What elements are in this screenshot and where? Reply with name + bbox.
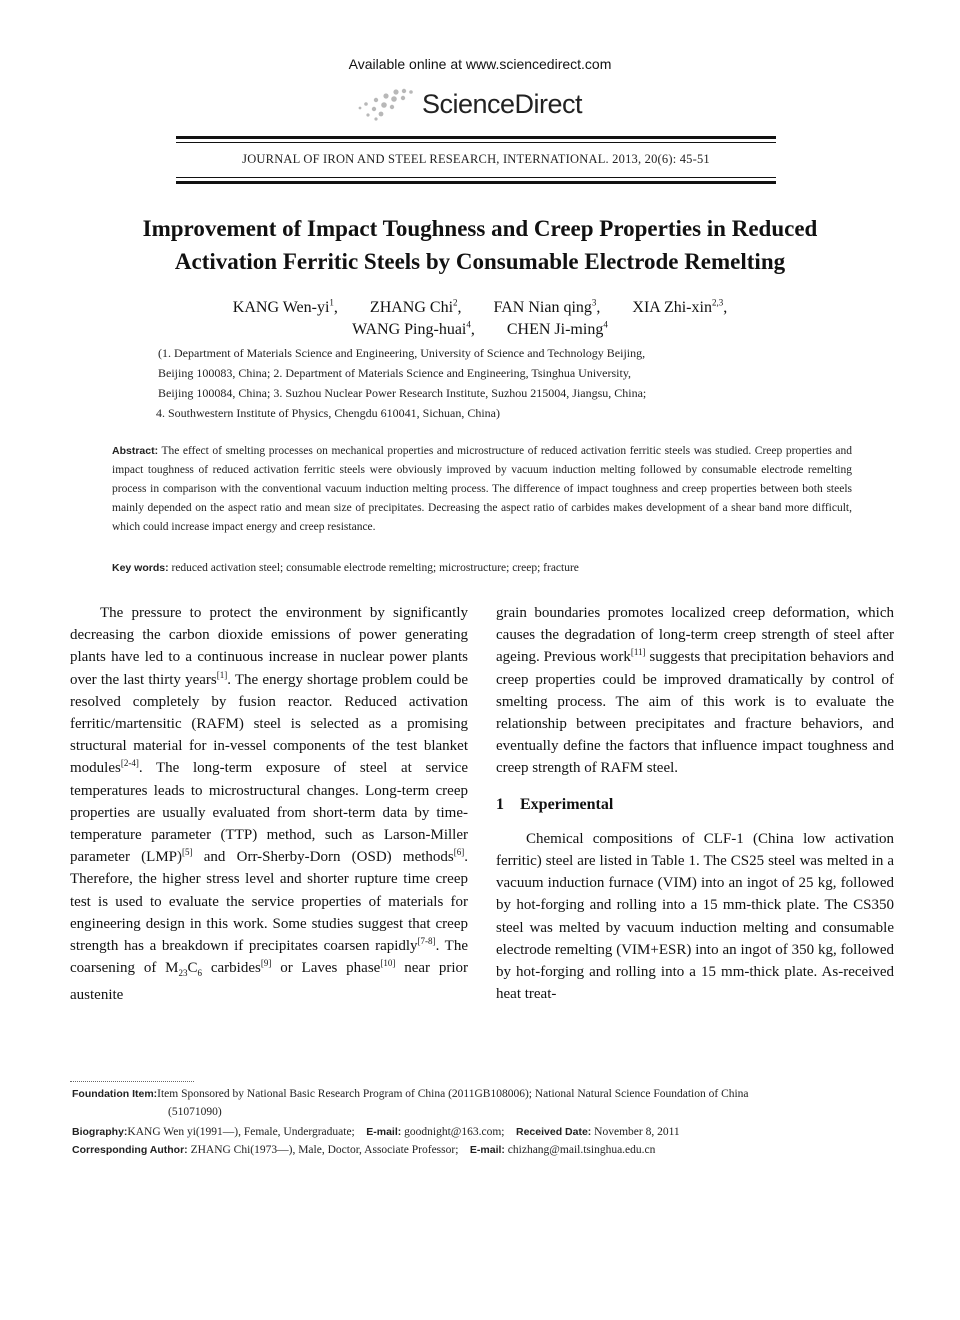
author: ZHANG Chi$^2$, — [369, 298, 462, 317]
author-name: XIA Zhi-xin — [632, 299, 712, 317]
affiliation-line: (1. Department of Materials Science and Engineering, University of Science and Technology Beijing, — [158, 346, 646, 360]
author: KANG Wen-$yi^1$, — [232, 298, 338, 317]
footnote-foundation — [72, 1085, 892, 1104]
keywords-label: Key words: — [112, 562, 169, 574]
author-name: FAN Nian qing — [493, 299, 592, 317]
sciencedirect-wordmark: ScienceDirect — [422, 88, 583, 119]
header-rule-bottom-thin — [176, 177, 776, 178]
body-column-right — [496, 602, 894, 1005]
author-affil-mark: 2 — [453, 298, 458, 308]
footnote-text: Item Sponsored by National Basic Research Program of China (2011GB108006); National Natural Science Foundation of China — [157, 1088, 749, 1100]
footnote-email: chizhang@mail.tsinghua.edu.cn — [507, 1144, 656, 1156]
abstract-label: Abstract: — [112, 445, 159, 457]
article-title — [60, 212, 900, 278]
body-text: C — [187, 960, 198, 977]
author-list-line2 — [80, 320, 880, 339]
author-affil-mark: 4 — [466, 320, 471, 330]
citation-ref: [5] — [182, 847, 193, 858]
affiliation-line: Beijing 100084, China; 3. Suzhou Nuclear Power Research Institute, Suzhou 215004, Jiangsu, China; — [158, 386, 647, 400]
author-affil-mark: 1 — [329, 298, 334, 308]
footnote-email: goodnight@163.com; — [404, 1126, 505, 1138]
title-line: Activation Ferritic Steels by Consumable Electrode Remelting — [174, 249, 786, 274]
body-text: . The long-term exposure of steel at service temperatures leads to microstructural changes. Long-term creep properties are usually evaluated from short-term data by time-temperature parameter (TTP) method, such as Larson-Miller parameter (LMP) — [70, 760, 468, 866]
author-list-line1 — [80, 298, 880, 317]
footnote-text: ZHANG Chi(1973—), Male, Doctor, Associate Professor; — [190, 1144, 459, 1156]
body-text: . The coarsening of M — [70, 938, 468, 977]
footnote-label: Foundation Item: — [72, 1088, 158, 1100]
affiliation-line: 4. Southwestern Institute of Physics, Chengdu 610041, Sichuan, China) — [156, 406, 500, 420]
body-text: The pressure to protect the environment by significantly decreasing the carbon dioxide emissions of power generating plants have led to a continuous increase in nuclear power plants over the last thirty years — [70, 605, 468, 688]
sciencedirect-logo-icon — [356, 86, 414, 122]
title-line: Improvement of Impact Toughness and Creep Properties in Reduced — [142, 216, 818, 241]
footnote-divider — [70, 1081, 194, 1082]
citation-ref: [2-4] — [120, 758, 139, 769]
author-name: KANG Wen-yi — [232, 299, 330, 317]
author-affil-mark: 4 — [603, 320, 608, 330]
body-text: . Therefore, the higher stress level and shorter rupture time creep test is used to evaluate the service properties of materials for engineering design in this work. Some studies suggest that creep strength has a breakdown if precipitates coarsen rapidly — [70, 849, 468, 955]
availability-notice: Available online at www.sciencedirect.com — [348, 56, 612, 72]
footnote-foundation-cont: (51071090) — [168, 1106, 222, 1118]
body-text: . The energy shortage problem could be resolved completely by fusion reactor. Reduced activation ferritic/martensitic (RAFM) steel is selected as a promising structural material for in-vessel components of the test blanket modules — [70, 671, 468, 777]
footnote-text: KANG Wen yi(1991—), Female, Undergraduate; — [127, 1126, 355, 1138]
author-affil-mark: 3 — [591, 298, 597, 308]
body-paragraph — [496, 602, 894, 780]
body-text: near prior austenite — [70, 960, 468, 1004]
sciencedirect-brand — [356, 84, 582, 124]
body-text: or Laves phase — [271, 960, 381, 977]
footnote-label: E-mail: — [366, 1126, 402, 1138]
citation-ref: [11] — [630, 647, 646, 658]
footnote-label: Corresponding Author: — [72, 1144, 188, 1156]
keywords — [112, 562, 852, 574]
citation-ref: [1] — [216, 669, 228, 680]
citation-ref: [7-8] — [417, 936, 436, 947]
body-text: and Orr-Sherby-Dorn (OSD) methods — [192, 849, 454, 866]
author: FAN Nian qing$^3$, — [493, 298, 601, 317]
author: WANG Ping-huai$^4$, — [352, 320, 475, 339]
body-paragraph — [70, 602, 468, 1007]
citation-ref: [9] — [260, 958, 272, 969]
author — [507, 321, 608, 338]
citation-ref: [6] — [453, 847, 465, 858]
citation-ref: [10] — [380, 958, 396, 969]
section-heading — [496, 794, 894, 816]
author-name: ZHANG Chi — [369, 299, 454, 317]
header-rule-top-thin — [176, 142, 776, 143]
footnote-corresponding — [72, 1141, 892, 1160]
footnote-biography — [72, 1123, 892, 1142]
chemical-subscript: 6 — [197, 968, 203, 979]
abstract-text: The effect of smelting processes on mechanical properties and microstructure of reduced activation ferritic steels was studied. Creep properties and impact toughness of reduced activation ferritic steels were obviously improved by vacuum induction melting followed by consumable electrode remelting process in comparison with the conventional vacuum induction melting process. The difference of impact toughness and creep properties between both steels mainly depended on the aspect ratio and mean size of precipitates. Decreasing the aspect ratio of carbides makes development of a shear band more difficult, which could increase impact energy and creep resistance. — [112, 445, 852, 533]
footnote-date: November 8, 2011 — [594, 1126, 680, 1138]
body-text: grain boundaries promotes localized creep deformation, which causes the degradation of long-term creep strength of steel after ageing. Previous work — [496, 605, 894, 666]
body-text: suggests that precipitation behaviors and creep properties could be improved dramatically by control of smelting process. The aim of this work is to evaluate the relationship between precipitates and fracture behaviors, and eventually define the factors that influence impact toughness and creep strength of RAFM steel. — [496, 649, 895, 777]
section-title: Experimental — [520, 795, 614, 813]
affiliation-line: Beijing 100083, China; 2. Department of Materials Science and Engineering, Tsinghua University, — [158, 366, 632, 380]
body-text: carbides — [202, 960, 261, 977]
footnote-label: E-mail: — [469, 1144, 505, 1156]
author-name: CHEN Ji-ming — [506, 321, 604, 339]
author-affil-mark: 2,3 — [711, 298, 724, 308]
keywords-text: reduced activation steel; consumable electrode remelting; microstructure; creep; fracture — [171, 562, 579, 574]
journal-citation: JOURNAL OF IRON AND STEEL RESEARCH, INTERNATIONAL. 2013, 20(6): 45-51 — [242, 152, 710, 166]
abstract — [112, 442, 852, 537]
header-rule-bottom — [176, 181, 776, 184]
footnote-label: Received Date: — [516, 1126, 592, 1138]
body-paragraph: Chemical compositions of CLF-1 (China low activation ferritic) steel are listed in Table 1. The CS25 steel was melted in a vacuum induction furnace (VIM) into an ingot of 25 kg, followed by hot-forging and rolling into a 15 mm-thick plate. The CS350 steel was melted by vacuum induction melting and consumable electrode remelting (VIM+ESR) into an ingot of 350 kg, followed by hot-forging and rolling into a 15 mm-thick plate. As-received heat treat- — [496, 830, 894, 1003]
author-name: WANG Ping-huai — [352, 321, 467, 339]
body-column-left — [70, 602, 468, 1007]
footnote-label: Biography: — [72, 1126, 128, 1138]
section-number: 1 — [496, 795, 504, 813]
header-rule-top — [176, 136, 776, 139]
chemical-subscript: 23 — [178, 968, 188, 979]
author: XIA Zhi-xin$^{2,3}$, — [632, 298, 728, 317]
